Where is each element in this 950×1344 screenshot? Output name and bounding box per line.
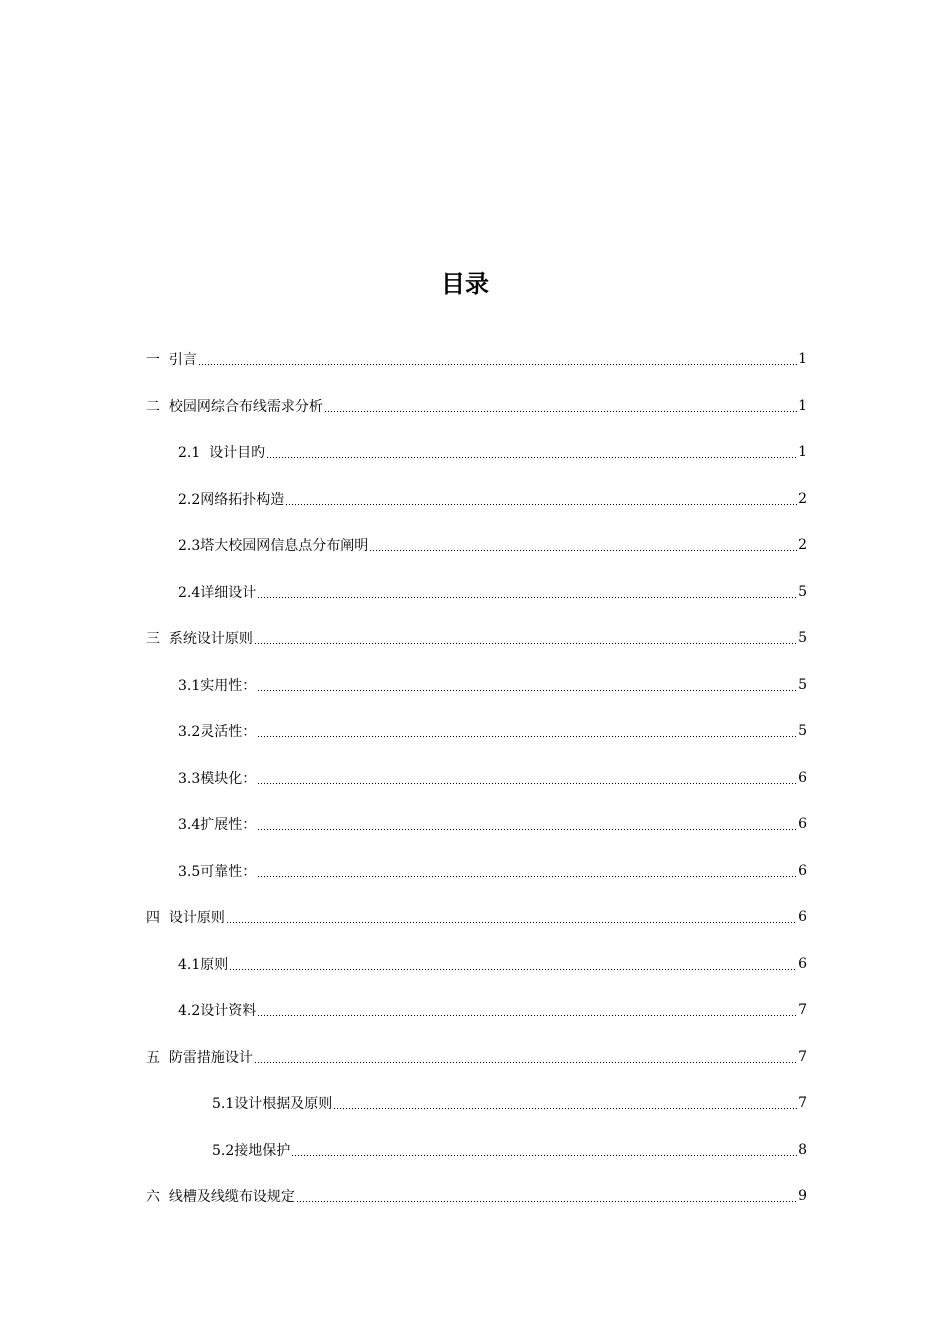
toc-entry-page: 8 <box>798 1141 807 1158</box>
toc-entry-text: 四 设计原则 <box>146 910 225 927</box>
toc-entry-page: 6 <box>798 862 807 879</box>
toc-entry[interactable] <box>0 801 950 848</box>
toc-entry-page: 7 <box>798 1002 807 1019</box>
toc-entry[interactable] <box>0 429 950 476</box>
toc-leader-dots <box>285 492 797 506</box>
toc-entry-page: 7 <box>798 1095 807 1112</box>
toc-entry-page: 7 <box>798 1048 807 1065</box>
toc-entry-text: 3.1实用性： <box>178 677 257 694</box>
toc-entry-text: 六 线槽及线缆布设规定 <box>146 1189 295 1206</box>
toc-entry-text: 二 校园网综合布线需求分析 <box>146 398 323 415</box>
toc-entry[interactable] <box>0 522 950 569</box>
toc-entry-text: 3.4扩展性： <box>178 817 257 834</box>
toc-leader-dots <box>257 585 797 599</box>
toc-entry-page: 6 <box>798 955 807 972</box>
toc-entry-page: 1 <box>798 397 807 414</box>
toc-leader-dots <box>291 1143 797 1157</box>
toc-entry-page: 6 <box>798 769 807 786</box>
toc-entry[interactable] <box>0 941 950 988</box>
toc-leader-dots <box>254 631 797 645</box>
toc-leader-dots <box>333 1096 797 1110</box>
toc-entry-page: 1 <box>798 444 807 461</box>
toc-entry-text: 2.4详细设计 <box>178 584 257 601</box>
toc-entry[interactable] <box>0 1080 950 1127</box>
toc-entry-text: 2.1 设计目旳 <box>178 445 266 462</box>
toc-entry-page: 5 <box>798 676 807 693</box>
toc-entry-page: 9 <box>798 1188 807 1205</box>
toc-leader-dots <box>254 1050 797 1064</box>
toc-entry-text: 3.2灵活性： <box>178 724 257 741</box>
toc-entry[interactable] <box>0 383 950 430</box>
toc-entry[interactable] <box>0 1127 950 1174</box>
toc-entry-text: 五 防雷措施设计 <box>146 1049 253 1066</box>
toc-entry[interactable] <box>0 662 950 709</box>
toc-entry-page: 1 <box>798 351 807 368</box>
toc-entry-text: 2.3塔大校园网信息点分布阐明 <box>178 538 369 555</box>
toc-leader-dots <box>369 538 797 552</box>
toc-entry-text: 5.2接地保护 <box>212 1142 291 1159</box>
toc-leader-dots <box>266 445 797 459</box>
toc-entry[interactable] <box>0 476 950 523</box>
toc-entry[interactable] <box>0 1173 950 1220</box>
toc-entry-page: 2 <box>798 537 807 554</box>
toc-leader-dots <box>324 399 797 413</box>
toc-entry-page: 5 <box>798 723 807 740</box>
toc-entry[interactable] <box>0 708 950 755</box>
toc-entry-text: 一 引言 <box>146 352 197 369</box>
toc-entry-text: 4.2设计资料 <box>178 1003 257 1020</box>
toc-entry[interactable] <box>0 569 950 616</box>
toc-leader-dots <box>257 864 797 878</box>
toc-entry[interactable] <box>0 336 950 383</box>
toc-entry-page: 6 <box>798 909 807 926</box>
toc-leader-dots <box>257 678 797 692</box>
toc-leader-dots <box>296 1189 797 1203</box>
toc-entry-page: 5 <box>798 630 807 647</box>
toc-entry[interactable] <box>0 848 950 895</box>
toc-title: 目录 <box>441 270 489 298</box>
toc-leader-dots <box>226 910 797 924</box>
toc-entry[interactable] <box>0 987 950 1034</box>
toc-entry-page: 2 <box>798 490 807 507</box>
toc-entry-text: 三 系统设计原则 <box>146 631 253 648</box>
toc-entry[interactable] <box>0 894 950 941</box>
toc-entry-text: 2.2网络拓扑构造 <box>178 491 285 508</box>
toc-entry-text: 3.3模块化： <box>178 770 257 787</box>
toc-list <box>0 336 950 1220</box>
toc-leader-dots <box>257 724 797 738</box>
toc-entry-page: 6 <box>798 816 807 833</box>
toc-leader-dots <box>257 1003 797 1017</box>
toc-leader-dots <box>257 817 797 831</box>
toc-entry[interactable] <box>0 1034 950 1081</box>
toc-entry-text: 3.5可靠性： <box>178 863 257 880</box>
toc-entry[interactable] <box>0 755 950 802</box>
toc-leader-dots <box>229 957 797 971</box>
toc-entry-page: 5 <box>798 583 807 600</box>
toc-entry-text: 5.1设计根据及原则 <box>212 1096 333 1113</box>
toc-entry[interactable] <box>0 615 950 662</box>
toc-leader-dots <box>198 352 797 366</box>
toc-leader-dots <box>257 771 797 785</box>
toc-entry-text: 4.1原则 <box>178 956 229 973</box>
